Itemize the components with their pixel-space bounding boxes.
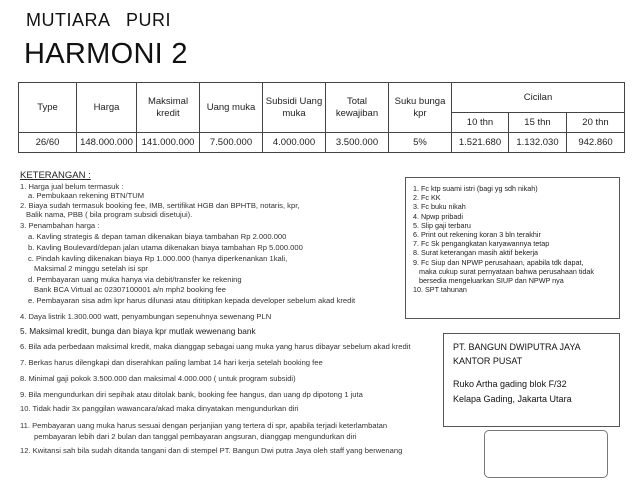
cell-total-kewajiban: 3.500.000 (326, 133, 389, 153)
note-line: 11. Pembayaran uang muka harus sesuai dengan perjanjian yang tertera di spr, apabila terjadi keterlambatan (20, 421, 388, 430)
document-item: bersedia mengeluarkan SIUP dan NPWP nya (419, 276, 564, 286)
note-line: a. Kavling strategis & depan taman dikenakan biaya tambahan Rp 2.000.000 (28, 232, 287, 241)
document-item: 2. Fc KK (413, 193, 441, 203)
header-tenor-15: 15 thn (509, 113, 567, 133)
cell-maks-kredit: 141.000.000 (137, 133, 200, 153)
note-line: Maksimal 2 minggu setelah isi spr (34, 264, 148, 273)
note-line: b. Kavling Boulevard/depan jalan utama dikenakan biaya tambahan Rp 5.000.000 (28, 243, 303, 252)
note-line: 2. Biaya sudah termasuk booking fee, IMB, sertifikat HGB dan BPHTB, notaris, kpr, (20, 201, 300, 210)
header-uang-muka: Uang muka (200, 83, 263, 133)
note-line: c. Pindah kavling dikenakan biaya Rp 1.000.000 (hanya diperkenankan 1kali, (28, 254, 288, 263)
note-line: Bank BCA Virtual ac 02307100001 a/n mph2 booking fee (34, 285, 226, 294)
note-line: 5. Maksimal kredit, bunga dan biaya kpr mutlak wewenang bank (20, 326, 256, 336)
documents-box (405, 177, 620, 319)
keterangan-heading: KETERANGAN : (20, 170, 91, 181)
header-type: Type (19, 83, 77, 133)
header-suku-bunga: Suku bunga kpr (389, 83, 452, 133)
note-line: 9. Bila mengundurkan diri sepihak atau ditolak bank, booking fee hangus, dan uang dp dipotong 1 juta (20, 390, 363, 399)
header-total-kewajiban: Total kewajiban (326, 83, 389, 133)
cell-uang-muka: 7.500.000 (200, 133, 263, 153)
note-line: 4. Daya listrik 1.300.000 watt, penyambungan sepenuhnya sewenang PLN (20, 312, 272, 321)
note-line: 8. Minimal gaji pokok 3.500.000 dan maksimal 4.000.000 ( untuk program subsidi) (20, 374, 296, 383)
note-line: a. Pembukaan rekening BTN/TUM (28, 191, 145, 200)
note-line: 3. Penambahan harga : (20, 221, 100, 230)
header-tenor-20: 20 thn (567, 113, 625, 133)
company-address-line: Kelapa Gading, Jakarta Utara (453, 394, 572, 404)
note-line: pembayaran lebih dari 2 bulan dan tanggal pembayaran angsuran, dianggap mengundurkan diri (34, 432, 357, 441)
brand-name: MUTIARA PURI (26, 10, 172, 30)
header-tenor-10: 10 thn (452, 113, 509, 133)
signature-box (484, 430, 608, 478)
header-maks-kredit: Maksimal kredit (137, 83, 200, 133)
cell-suku-bunga: 5% (389, 133, 452, 153)
documents-list (413, 184, 594, 294)
company-box (443, 333, 620, 427)
page-title: HARMONI 2 (24, 38, 188, 70)
note-line: 10. Tidak hadir 3x panggilan wawancara/akad maka dinyatakan mengundurkan diri (20, 404, 299, 413)
note-line: 6. Bila ada perbedaan maksimal kredit, maka dianggap sebagai uang muka yang harus dibayar sebelum akad kredit (20, 342, 411, 351)
document-item: 7. Fc Sk pengangkatan karyawannya tetap (413, 239, 550, 249)
document-item: 5. Slip gaji terbaru (413, 220, 471, 230)
document-item: 4. Npwp pribadi (413, 211, 463, 221)
note-line: 1. Harga jual belum termasuk : (20, 182, 124, 191)
table-row (19, 133, 625, 153)
company-name: PT. BANGUN DWIPUTRA JAYA (453, 342, 581, 352)
header-subsidi: Subsidi Uang muka (263, 83, 326, 133)
document-item: 6. Print out rekening koran 3 bln terakhir (413, 230, 541, 240)
price-table (18, 82, 625, 153)
document-item: maka cukup surat pernyataan bahwa perusahaan tidak (419, 266, 595, 276)
cell-cicilan-10: 1.521.680 (452, 133, 509, 153)
document-item: 3. Fc buku nikah (413, 202, 466, 212)
document-item: 9. Fc Siup dan NPWP perusahaan, apabila tdk dapat, (413, 257, 584, 267)
company-office-label: KANTOR PUSAT (453, 356, 523, 366)
note-line: d. Pembayaran uang muka hanya via debit/transfer ke rekening (28, 275, 242, 284)
note-line: 12. Kwitansi sah bila sudah ditanda tangani dan di stempel PT. Bangun Dwi putra Jaya oleh staff yang berwenang (20, 446, 403, 455)
cell-cicilan-15: 1.132.030 (509, 133, 567, 153)
note-line: Balik nama, PBB ( bila program subsidi disetujui). (26, 210, 193, 219)
header-harga: Harga (77, 83, 137, 133)
header-cicilan: Cicilan (452, 83, 625, 113)
document-item: 10. SPT tahunan (413, 285, 467, 295)
note-line: 7. Berkas harus dilengkapi dan diserahkan paling lambat 14 hari kerja setelah booking fee (20, 358, 323, 367)
company-address-line: Ruko Artha gading blok F/32 (453, 379, 567, 389)
note-line: e. Pembayaran sisa adm kpr harus dilunasi atau dititipkan kepada developer sebelum akad kredit (28, 296, 356, 305)
cell-harga: 148.000.000 (77, 133, 137, 153)
cell-subsidi: 4.000.000 (263, 133, 326, 153)
cell-cicilan-20: 942.860 (567, 133, 625, 153)
document-item: 8. Surat keterangan masih aktif bekerja (413, 248, 539, 258)
document-item: 1. Fc ktp suami istri (bagi yg sdh nikah) (413, 184, 538, 193)
cell-type: 26/60 (19, 133, 77, 153)
